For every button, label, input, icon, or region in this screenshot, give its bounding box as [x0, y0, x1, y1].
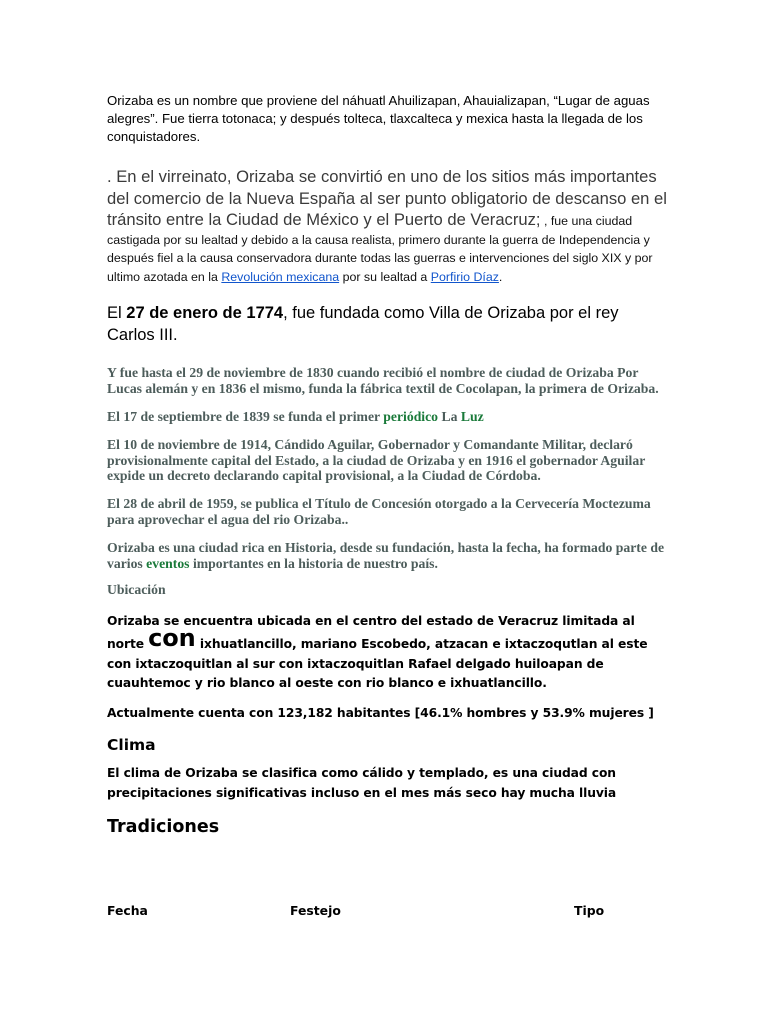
document-page: [107, 92, 667, 837]
heading-clima: Clima: [107, 736, 156, 755]
fundacion-pre: El: [107, 304, 127, 322]
link-eventos[interactable]: eventos: [146, 555, 190, 571]
paragraph-historia: [107, 540, 667, 572]
historia-post: importantes en la historia de nuestro país.: [189, 555, 438, 571]
link-revolucion-mexicana[interactable]: Revolución mexicana: [221, 269, 340, 284]
ubicacion-post: ixhuatlancillo, mariano Escobedo, atzacan e ixtaczoqutlan al este con ixtaczoquitlan al sur con ixtaczoquitlan Rafael delgado huiloapan de cuauhtemoc y rio blanco al oeste con rio blanco e ixhuatlancillo.: [107, 637, 648, 691]
link-luz[interactable]: Luz: [460, 409, 484, 424]
virreinato-lead: . En el virreinato, Orizaba se convirtió en uno de los sitios más importantes del comercio de la Nueva España al ser punto obligatorio de descanso en el tránsito entre la Ciudad de México y el Puerto de Veracruz;: [107, 167, 667, 230]
historia-pre: Orizaba es una ciudad rica en Historia, desde su fundación, hasta la fecha, ha formado parte de varios: [107, 539, 665, 571]
paragraph-origin: Orizaba es un nombre que proviene del náhuatl Ahuilizapan, Ahauializapan, “Lugar de aguas alegres”. Fue tierra totonaca; y después tolteca, tlaxcalteca y mexica hasta la llegada de los conquistadores.: [107, 93, 650, 144]
table-header-tipo: Tipo: [574, 903, 605, 918]
table-header-festejo: Festejo: [290, 903, 341, 918]
paragraph-1839: [107, 409, 667, 425]
link-porfirio-diaz[interactable]: Porfirio Díaz: [430, 269, 499, 284]
heading-tradiciones: Tradiciones: [107, 816, 220, 837]
virreinato-body-2: por su lealtad a: [339, 269, 431, 284]
heading-ubicacion: Ubicación: [107, 582, 166, 598]
paragraph-fundacion: [107, 303, 667, 346]
fundacion-date: 27 de enero de 1774: [126, 304, 284, 322]
paragraph-ubicacion: [107, 612, 667, 693]
ubicacion-pre: Orizaba se encuentra ubicada en el centro del estado de Veracruz limitada al norte: [107, 614, 635, 652]
virreinato-end: .: [498, 269, 503, 284]
1839-pre: El 17 de septiembre de 1839 se funda el primer: [107, 409, 384, 424]
paragraph-1914: El 10 de noviembre de 1914, Cándido Aguilar, Gobernador y Comandante Militar, declaró provisionalmente capital del Estado, a la ciudad de Orizaba y en 1916 el gobernador Aguilar expide un decreto declarando capital provisional, a la Ciudad de Córdoba.: [107, 436, 646, 484]
ubicacion-con: con: [148, 624, 196, 653]
paragraph-clima: El clima de Orizaba se clasifica como cálido y templado, es una ciudad con precipitaciones significativas incluso en el mes más seco hay mucha lluvia: [107, 766, 617, 800]
paragraph-1830: Y fue hasta el 29 de noviembre de 1830 cuando recibió el nombre de ciudad de Orizaba Por Lucas alemán y en 1836 el mismo, funda la fábrica textil de Cocolapan, la primera de Orizaba.: [107, 365, 659, 397]
paragraph-habitantes: Actualmente cuenta con 123,182 habitantes [46.1% hombres y 53.9% mujeres ]: [107, 706, 654, 721]
link-periodico[interactable]: periódico: [383, 409, 439, 424]
paragraph-virreinato: [107, 166, 667, 286]
1839-mid: La: [438, 409, 461, 424]
paragraph-1959: El 28 de abril de 1959, se publica el Título de Concesión otorgado a la Cervecería Moctezuma para aprovechar el agua del rio Orizaba..: [107, 496, 651, 527]
virreinato-body: , fue una ciudad castigada por su lealtad y debido a la causa realista, primero durante la guerra de Independencia y después fiel a la causa conservadora durante todas las guerras e intervenciones del siglo XIX y por ultimo azotada en la: [107, 214, 653, 284]
table-header-fecha: Fecha: [107, 903, 148, 918]
fundacion-post: , fue fundada como Villa de Orizaba por el rey Carlos III.: [107, 304, 619, 344]
